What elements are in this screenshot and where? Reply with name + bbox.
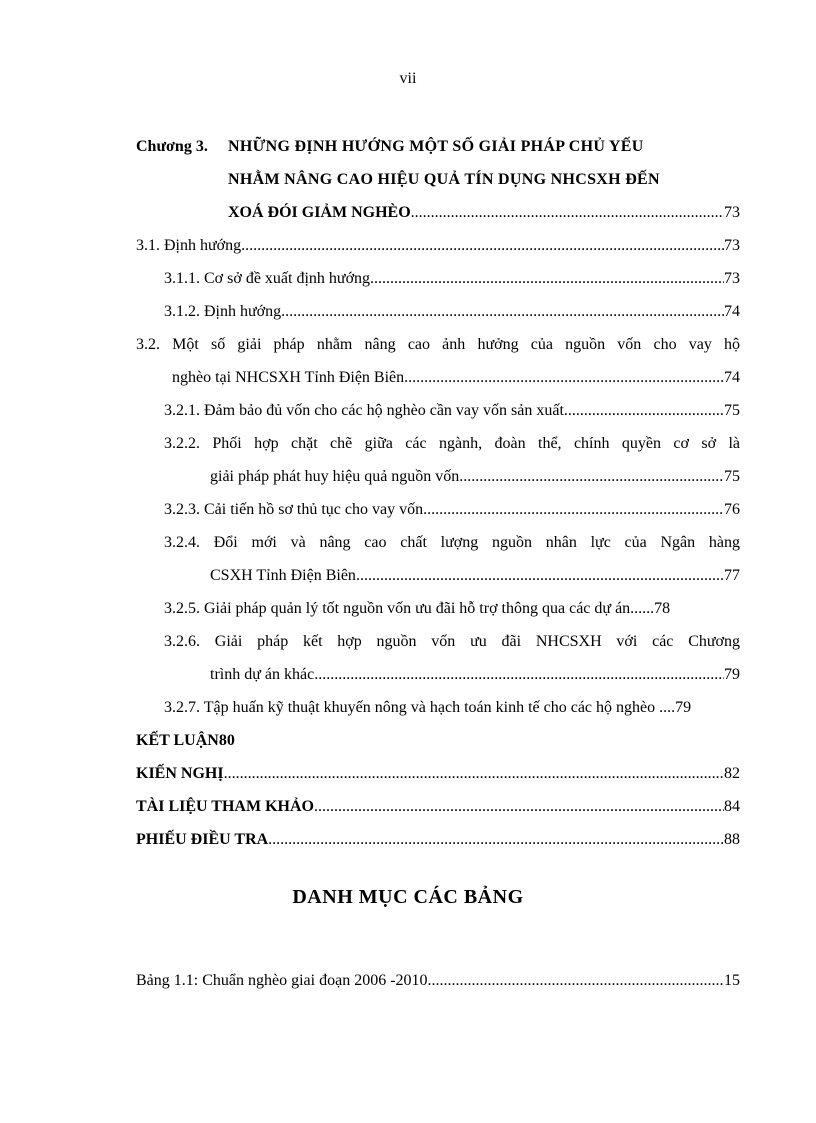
leader-dots: [224, 757, 724, 790]
leader-dots: [314, 790, 724, 823]
toc-entry-3-2-3[interactable]: [136, 493, 740, 526]
leader-dots: [564, 394, 724, 427]
toc-entry-3-2-7[interactable]: [136, 691, 740, 724]
page-ref: 74: [724, 369, 740, 386]
entry-text: 3.2.2. Phối hợp chặt chẽ giữa các ngành, đoàn thể, chính quyền cơ sở là: [164, 435, 740, 452]
toc-entry-3-2-5[interactable]: [136, 592, 740, 625]
page-ref: 79: [675, 699, 692, 716]
page-ref: 73: [724, 204, 740, 221]
entry-text: 3.1. Định hướng: [136, 237, 242, 254]
toc-entry-3-2-line-1[interactable]: [136, 328, 740, 361]
page-ref: 82: [724, 765, 740, 782]
leader-dots: [268, 823, 724, 856]
toc-entry-3-2-2-line-2[interactable]: [136, 460, 740, 493]
toc-entry-3-2-6-line-1[interactable]: [136, 625, 740, 658]
toc-entry-survey[interactable]: [136, 823, 740, 856]
entry-text: Bảng 1.1: Chuẩn nghèo giai đoạn 2006 -2010: [136, 972, 428, 989]
toc-entry-3-1-2[interactable]: [136, 295, 740, 328]
page-number: vii: [399, 70, 417, 87]
toc-entry-references[interactable]: [136, 790, 740, 823]
entry-text: PHIẾU ĐIỀU TRA: [136, 831, 269, 848]
table-of-contents: [136, 130, 740, 856]
chapter-3-label: Chương 3.: [136, 138, 208, 155]
toc-entry-conclusion[interactable]: [136, 724, 740, 757]
page-ref: 84: [724, 798, 740, 815]
entry-text: nghèo tại NHCSXH Tỉnh Điện Biên: [172, 369, 405, 386]
leader-dots: [370, 262, 724, 295]
leader-dots: [404, 361, 724, 394]
leader-dots: [241, 229, 724, 262]
page-ref: 73: [724, 270, 740, 287]
toc-entry-3-2-2-line-1[interactable]: [136, 427, 740, 460]
toc-entry-3-2-4-line-2[interactable]: [136, 559, 740, 592]
leader-dots: [281, 295, 724, 328]
entry-text: 3.2.6. Giải pháp kết hợp nguồn vốn ưu đãi NHCSXH với các Chương: [164, 633, 740, 650]
leader-dots: [411, 196, 724, 229]
toc-entry-3-1[interactable]: [136, 229, 740, 262]
page-ref: 75: [724, 402, 740, 419]
page-ref: 74: [724, 303, 740, 320]
entry-text: KẾT LUẬN80: [136, 732, 235, 749]
entry-text: KIẾN NGHỊ: [136, 765, 224, 782]
tables-list-heading: DANH MỤC CÁC BẢNG: [292, 886, 524, 908]
toc-entry-3-2-6-line-2[interactable]: [136, 658, 740, 691]
page-ref: 77: [724, 567, 740, 584]
leader-dots: [428, 964, 724, 997]
chapter-3-line-2[interactable]: [136, 163, 740, 196]
entry-text: trình dự án khác: [210, 666, 315, 683]
entry-text: 3.2.3. Cải tiến hồ sơ thủ tục cho vay vốn: [164, 501, 424, 518]
page-ref: 76: [724, 501, 740, 518]
leader-dots: [314, 658, 724, 691]
page-ref: 88: [724, 831, 740, 848]
entry-text: 3.1.2. Định hướng: [164, 303, 282, 320]
chapter-3-title-line2: NHẰM NÂNG CAO HIỆU QUẢ TÍN DỤNG NHCSXH ĐẾN: [228, 171, 660, 188]
leader-dots: [423, 493, 724, 526]
chapter-3-title-line3: XOÁ ĐÓI GIẢM NGHÈO: [228, 204, 411, 221]
entry-text: giải pháp phát huy hiệu quả nguồn vốn: [210, 468, 460, 485]
toc-entry-3-1-1[interactable]: [136, 262, 740, 295]
toc-entry-recommendations[interactable]: [136, 757, 740, 790]
entry-text: 3.2.5. Giải pháp quản lý tốt nguồn vốn ưu đãi hỗ trợ thông qua các dự án......: [164, 600, 655, 617]
entry-text: 3.1.1. Cơ sở đề xuất định hướng: [164, 270, 371, 287]
entry-text: 3.2.7. Tập huấn kỹ thuật khuyến nông và hạch toán kinh tế cho các hộ nghèo ....: [164, 699, 676, 716]
page-ref: 75: [724, 468, 740, 485]
chapter-3-line-3[interactable]: [136, 196, 740, 229]
page-ref: 73: [724, 237, 740, 254]
toc-entry-3-2-line-2[interactable]: [136, 361, 740, 394]
page-ref: 78: [654, 600, 671, 617]
entry-text: 3.2. Một số giải pháp nhằm nâng cao ảnh hưởng của nguồn vốn cho vay hộ: [136, 336, 740, 353]
entry-text: TÀI LIỆU THAM KHẢO: [136, 798, 314, 815]
leader-dots: [459, 460, 724, 493]
table-entry-1-1[interactable]: [136, 964, 740, 997]
entry-text: 3.2.4. Đổi mới và nâng cao chất lượng nguồn nhân lực của Ngân hàng: [164, 534, 740, 551]
leader-dots: [356, 559, 724, 592]
toc-entry-3-2-4-line-1[interactable]: [136, 526, 740, 559]
tables-list: [136, 964, 740, 997]
page-ref: 79: [724, 666, 740, 683]
entry-text: 3.2.1. Đảm bảo đủ vốn cho các hộ nghèo cần vay vốn sản xuất: [164, 402, 564, 419]
entry-text: CSXH Tỉnh Điện Biên: [210, 567, 356, 584]
toc-entry-3-2-1[interactable]: [136, 394, 740, 427]
page-ref: 15: [724, 972, 740, 989]
chapter-3-line-1[interactable]: [136, 130, 740, 163]
chapter-3-title-line1: NHỮNG ĐỊNH HƯỚNG MỘT SỐ GIẢI PHÁP CHỦ YẾU: [228, 138, 644, 155]
